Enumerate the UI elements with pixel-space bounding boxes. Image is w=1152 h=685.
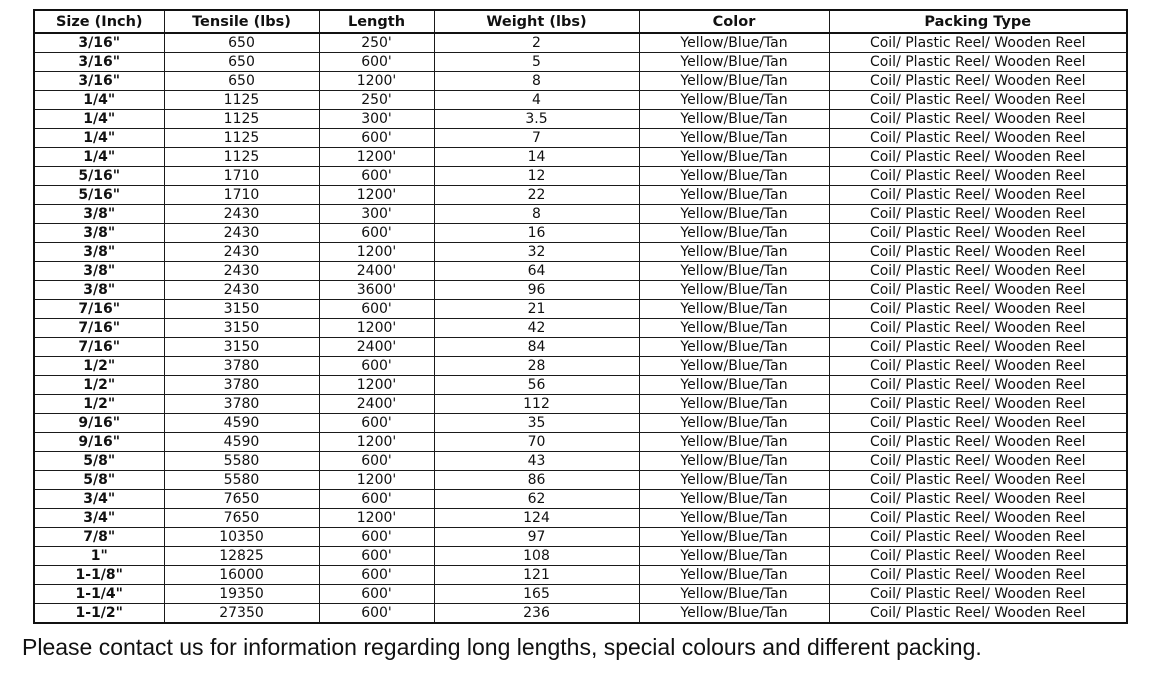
cell-length: 600' [319,300,434,319]
cell-packing-type: Coil/ Plastic Reel/ Wooden Reel [829,433,1127,452]
cell-length: 600' [319,604,434,624]
cell-packing-type: Coil/ Plastic Reel/ Wooden Reel [829,205,1127,224]
cell-size: 5/8" [34,471,164,490]
cell-size: 7/16" [34,319,164,338]
cell-color: Yellow/Blue/Tan [639,319,829,338]
cell-packing-type: Coil/ Plastic Reel/ Wooden Reel [829,281,1127,300]
cell-color: Yellow/Blue/Tan [639,167,829,186]
cell-weight: 64 [434,262,639,281]
cell-packing-type: Coil/ Plastic Reel/ Wooden Reel [829,262,1127,281]
table-row [34,471,1127,490]
table-row [34,509,1127,528]
cell-color: Yellow/Blue/Tan [639,224,829,243]
cell-packing-type: Coil/ Plastic Reel/ Wooden Reel [829,129,1127,148]
cell-tensile: 1125 [164,148,319,167]
cell-size: 9/16" [34,414,164,433]
cell-weight: 35 [434,414,639,433]
cell-length: 1200' [319,243,434,262]
cell-length: 600' [319,490,434,509]
cell-packing-type: Coil/ Plastic Reel/ Wooden Reel [829,72,1127,91]
cell-packing-type: Coil/ Plastic Reel/ Wooden Reel [829,547,1127,566]
cell-tensile: 3780 [164,395,319,414]
cell-weight: 43 [434,452,639,471]
table-row [34,91,1127,110]
cell-tensile: 3150 [164,300,319,319]
table-row [34,129,1127,148]
cell-tensile: 7650 [164,509,319,528]
cell-packing-type: Coil/ Plastic Reel/ Wooden Reel [829,167,1127,186]
header-packing-type: Packing Type [829,10,1127,33]
cell-color: Yellow/Blue/Tan [639,357,829,376]
cell-size: 1/2" [34,357,164,376]
cell-length: 600' [319,547,434,566]
table-row [34,53,1127,72]
table-row [34,167,1127,186]
table-row [34,110,1127,129]
cell-size: 7/8" [34,528,164,547]
cell-size: 1-1/4" [34,585,164,604]
table-row [34,262,1127,281]
cell-color: Yellow/Blue/Tan [639,129,829,148]
cell-color: Yellow/Blue/Tan [639,33,829,53]
cell-size: 5/16" [34,167,164,186]
cell-length: 3600' [319,281,434,300]
table-body [34,33,1127,623]
cell-length: 1200' [319,376,434,395]
cell-color: Yellow/Blue/Tan [639,490,829,509]
cell-tensile: 1125 [164,110,319,129]
cell-size: 3/8" [34,243,164,262]
cell-packing-type: Coil/ Plastic Reel/ Wooden Reel [829,300,1127,319]
cell-length: 1200' [319,72,434,91]
cell-tensile: 2430 [164,281,319,300]
table-row [34,338,1127,357]
cell-length: 2400' [319,395,434,414]
table-row [34,547,1127,566]
cell-weight: 32 [434,243,639,262]
cell-length: 600' [319,566,434,585]
cell-packing-type: Coil/ Plastic Reel/ Wooden Reel [829,471,1127,490]
cell-color: Yellow/Blue/Tan [639,452,829,471]
cell-weight: 165 [434,585,639,604]
table-row [34,452,1127,471]
cell-color: Yellow/Blue/Tan [639,376,829,395]
table-row [34,33,1127,53]
cell-size: 5/8" [34,452,164,471]
cell-tensile: 3780 [164,376,319,395]
cell-packing-type: Coil/ Plastic Reel/ Wooden Reel [829,414,1127,433]
cell-length: 300' [319,205,434,224]
cell-weight: 7 [434,129,639,148]
cell-color: Yellow/Blue/Tan [639,395,829,414]
cell-weight: 4 [434,91,639,110]
cell-packing-type: Coil/ Plastic Reel/ Wooden Reel [829,604,1127,624]
cell-packing-type: Coil/ Plastic Reel/ Wooden Reel [829,186,1127,205]
cell-size: 1/4" [34,129,164,148]
cell-length: 600' [319,224,434,243]
cell-size: 7/16" [34,338,164,357]
cell-weight: 124 [434,509,639,528]
cell-packing-type: Coil/ Plastic Reel/ Wooden Reel [829,224,1127,243]
cell-weight: 42 [434,319,639,338]
table-row [34,300,1127,319]
cell-tensile: 7650 [164,490,319,509]
cell-weight: 5 [434,53,639,72]
cell-size: 3/8" [34,224,164,243]
cell-weight: 86 [434,471,639,490]
cell-tensile: 10350 [164,528,319,547]
header-weight: Weight (lbs) [434,10,639,33]
cell-length: 1200' [319,471,434,490]
cell-color: Yellow/Blue/Tan [639,509,829,528]
cell-color: Yellow/Blue/Tan [639,547,829,566]
cell-length: 1200' [319,319,434,338]
cell-length: 250' [319,91,434,110]
cell-tensile: 27350 [164,604,319,624]
cell-tensile: 4590 [164,414,319,433]
table-row [34,376,1127,395]
spec-table [33,9,1128,624]
cell-packing-type: Coil/ Plastic Reel/ Wooden Reel [829,338,1127,357]
table-row [34,585,1127,604]
table-row [34,357,1127,376]
cell-weight: 121 [434,566,639,585]
cell-length: 1200' [319,433,434,452]
table-row [34,224,1127,243]
cell-tensile: 2430 [164,243,319,262]
cell-packing-type: Coil/ Plastic Reel/ Wooden Reel [829,376,1127,395]
cell-length: 600' [319,53,434,72]
cell-size: 3/4" [34,490,164,509]
cell-size: 1/4" [34,148,164,167]
cell-weight: 3.5 [434,110,639,129]
cell-color: Yellow/Blue/Tan [639,262,829,281]
cell-weight: 16 [434,224,639,243]
table-row [34,205,1127,224]
cell-size: 3/8" [34,281,164,300]
cell-size: 3/8" [34,262,164,281]
cell-color: Yellow/Blue/Tan [639,471,829,490]
table-row [34,319,1127,338]
header-length: Length [319,10,434,33]
cell-size: 3/16" [34,53,164,72]
cell-color: Yellow/Blue/Tan [639,53,829,72]
cell-weight: 108 [434,547,639,566]
cell-tensile: 650 [164,72,319,91]
cell-color: Yellow/Blue/Tan [639,281,829,300]
cell-size: 3/8" [34,205,164,224]
cell-weight: 14 [434,148,639,167]
table-row [34,186,1127,205]
cell-color: Yellow/Blue/Tan [639,566,829,585]
cell-packing-type: Coil/ Plastic Reel/ Wooden Reel [829,509,1127,528]
table-row [34,433,1127,452]
table-row [34,566,1127,585]
cell-tensile: 650 [164,53,319,72]
header-size: Size (Inch) [34,10,164,33]
cell-weight: 2 [434,33,639,53]
cell-packing-type: Coil/ Plastic Reel/ Wooden Reel [829,528,1127,547]
cell-weight: 62 [434,490,639,509]
cell-tensile: 19350 [164,585,319,604]
cell-color: Yellow/Blue/Tan [639,243,829,262]
cell-size: 1-1/8" [34,566,164,585]
cell-packing-type: Coil/ Plastic Reel/ Wooden Reel [829,53,1127,72]
cell-tensile: 650 [164,33,319,53]
cell-length: 600' [319,129,434,148]
cell-packing-type: Coil/ Plastic Reel/ Wooden Reel [829,319,1127,338]
cell-packing-type: Coil/ Plastic Reel/ Wooden Reel [829,243,1127,262]
cell-packing-type: Coil/ Plastic Reel/ Wooden Reel [829,33,1127,53]
cell-weight: 12 [434,167,639,186]
table-row [34,148,1127,167]
cell-size: 5/16" [34,186,164,205]
cell-size: 3/4" [34,509,164,528]
cell-color: Yellow/Blue/Tan [639,186,829,205]
cell-size: 7/16" [34,300,164,319]
cell-tensile: 1710 [164,167,319,186]
cell-weight: 21 [434,300,639,319]
cell-weight: 70 [434,433,639,452]
cell-color: Yellow/Blue/Tan [639,338,829,357]
cell-length: 600' [319,414,434,433]
cell-size: 1/2" [34,376,164,395]
cell-tensile: 3150 [164,319,319,338]
cell-weight: 112 [434,395,639,414]
table-row [34,243,1127,262]
cell-length: 600' [319,452,434,471]
table-row [34,414,1127,433]
cell-size: 3/16" [34,72,164,91]
header-color: Color [639,10,829,33]
cell-color: Yellow/Blue/Tan [639,604,829,624]
table-row [34,604,1127,624]
cell-color: Yellow/Blue/Tan [639,414,829,433]
cell-size: 9/16" [34,433,164,452]
cell-packing-type: Coil/ Plastic Reel/ Wooden Reel [829,452,1127,471]
cell-weight: 84 [434,338,639,357]
table-row [34,395,1127,414]
cell-color: Yellow/Blue/Tan [639,72,829,91]
cell-tensile: 3150 [164,338,319,357]
cell-color: Yellow/Blue/Tan [639,585,829,604]
table-header [34,10,1127,33]
cell-tensile: 3780 [164,357,319,376]
header-tensile: Tensile (lbs) [164,10,319,33]
cell-length: 1200' [319,509,434,528]
cell-weight: 56 [434,376,639,395]
cell-weight: 28 [434,357,639,376]
cell-weight: 96 [434,281,639,300]
cell-size: 1" [34,547,164,566]
cell-length: 2400' [319,262,434,281]
cell-size: 1/4" [34,91,164,110]
cell-length: 2400' [319,338,434,357]
cell-packing-type: Coil/ Plastic Reel/ Wooden Reel [829,566,1127,585]
cell-weight: 8 [434,205,639,224]
table-row [34,490,1127,509]
cell-packing-type: Coil/ Plastic Reel/ Wooden Reel [829,395,1127,414]
cell-tensile: 4590 [164,433,319,452]
cell-tensile: 2430 [164,205,319,224]
cell-size: 1-1/2" [34,604,164,624]
cell-length: 600' [319,585,434,604]
cell-tensile: 16000 [164,566,319,585]
cell-color: Yellow/Blue/Tan [639,148,829,167]
table-row [34,281,1127,300]
header-row [34,10,1127,33]
cell-color: Yellow/Blue/Tan [639,91,829,110]
cell-tensile: 5580 [164,452,319,471]
spec-table-container [33,9,1126,624]
cell-color: Yellow/Blue/Tan [639,205,829,224]
cell-tensile: 12825 [164,547,319,566]
cell-length: 600' [319,167,434,186]
cell-length: 1200' [319,148,434,167]
cell-color: Yellow/Blue/Tan [639,433,829,452]
cell-packing-type: Coil/ Plastic Reel/ Wooden Reel [829,357,1127,376]
cell-weight: 236 [434,604,639,624]
cell-length: 600' [319,528,434,547]
cell-packing-type: Coil/ Plastic Reel/ Wooden Reel [829,490,1127,509]
cell-tensile: 2430 [164,224,319,243]
cell-packing-type: Coil/ Plastic Reel/ Wooden Reel [829,148,1127,167]
cell-tensile: 5580 [164,471,319,490]
cell-size: 1/4" [34,110,164,129]
cell-weight: 8 [434,72,639,91]
cell-color: Yellow/Blue/Tan [639,110,829,129]
cell-tensile: 1710 [164,186,319,205]
cell-packing-type: Coil/ Plastic Reel/ Wooden Reel [829,110,1127,129]
cell-color: Yellow/Blue/Tan [639,528,829,547]
cell-size: 3/16" [34,33,164,53]
cell-length: 300' [319,110,434,129]
cell-tensile: 2430 [164,262,319,281]
cell-tensile: 1125 [164,91,319,110]
table-row [34,528,1127,547]
cell-tensile: 1125 [164,129,319,148]
cell-weight: 22 [434,186,639,205]
cell-packing-type: Coil/ Plastic Reel/ Wooden Reel [829,91,1127,110]
cell-size: 1/2" [34,395,164,414]
cell-length: 1200' [319,186,434,205]
cell-weight: 97 [434,528,639,547]
table-row [34,72,1127,91]
cell-length: 600' [319,357,434,376]
cell-packing-type: Coil/ Plastic Reel/ Wooden Reel [829,585,1127,604]
cell-length: 250' [319,33,434,53]
cell-color: Yellow/Blue/Tan [639,300,829,319]
contact-note: Please contact us for information regarding long lengths, special colours and different packing. [22,634,982,660]
